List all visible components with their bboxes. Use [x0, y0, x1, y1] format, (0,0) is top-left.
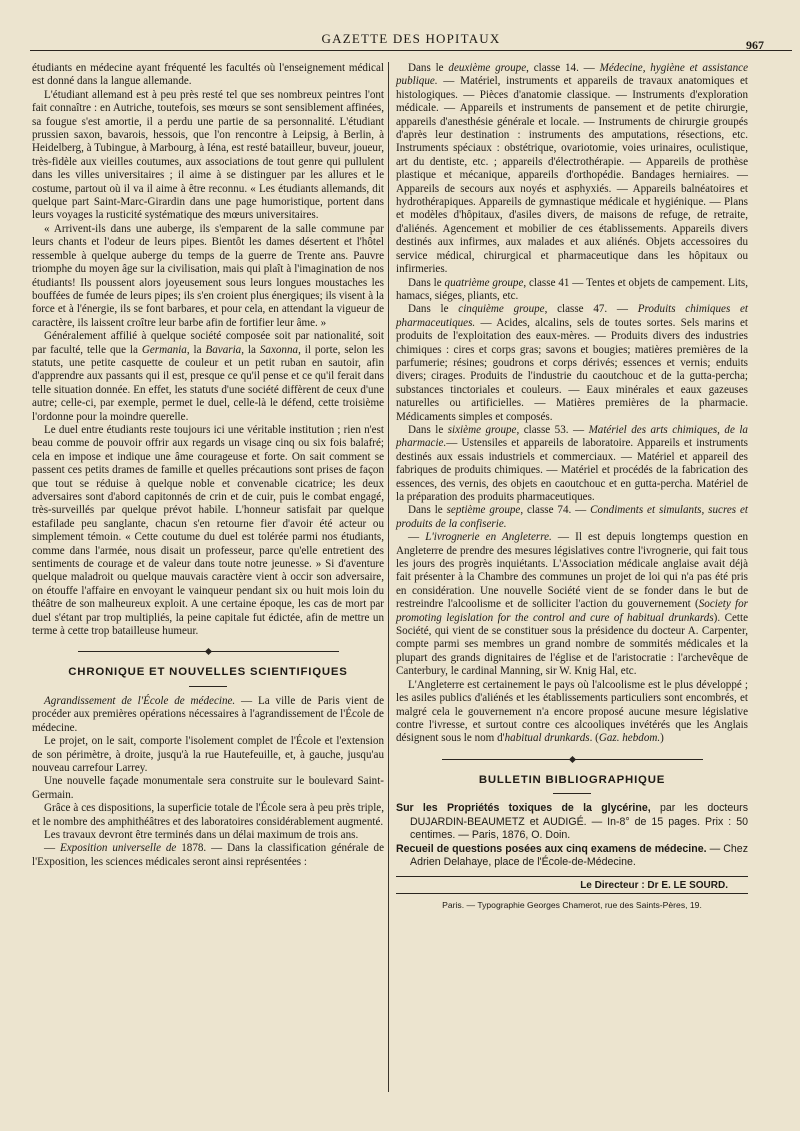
ornament-separator [32, 647, 384, 655]
text-run: Dans le [408, 276, 445, 289]
paragraph: L'étudiant allemand est à peu près resté tel que ses nombreux peintres l'ont fait connaître : en Autriche, toutefois, ses mœurs se sont sensiblement affinées, sa fougue s'est amortie, il a perdu une partie de sa personnalité. L'étudiant prussien saxon, bavarois, hessois, que l'on rencontre à Leipsig, à Berlin, à Heidelberg, à Tubingue, à Marbourg, à Iéna, est resté batailleur, buveur, joueur, très-fidèle aux vieilles coutumes, aux associations de tout genre qui pullulent dans les villes universitaires ; il aime à se distinguer par les allures et le costume, partout où il va il aime à être reconnu. « Les étudiants allemands, dit quelque part Saint-Marc-Girardin dans une page humoristique, portent dans leurs voyages la rusticité systématique des mœurs universitaires. [32, 88, 384, 222]
italic-run: L'ivrognerie en Angleterre. [425, 531, 552, 544]
text-run: 1878. — Dans la classification générale de l'Exposition, les sciences médicales seront ainsi représentées : [32, 842, 384, 868]
left-column [32, 62, 384, 869]
text-run: — La ville de Paris vient de procéder aux premières opérations nécessaires à l'agrandissement de l'École de médecine. [32, 694, 384, 734]
text-run: , la [241, 343, 260, 356]
italic-run: Germania [141, 343, 187, 356]
paragraph: Grâce à ces dispositions, la superficie totale de l'École sera à peu près triple, et le nombre des amphithéâtres et des laboratoires considérablement augmenté. [32, 802, 384, 828]
italic-run: habitual drunkards [504, 732, 590, 745]
text-run: , classe 41 — Tentes et objets de campement. Lits, hamacs, siéges, pliants, etc. [396, 276, 748, 302]
text-run: — Il est depuis longtemps question en Angleterre de prendre des mesures législatives contre l'ivrognerie, qui fait tous les jours des progrès inquiétants. L'Association médicale anglaise avait déjà fait présenter à la Chambre des communes un projet de loi qui n'a pas été pris en considération. Une nouvelle Société vient de se fonder dans le but de restreindre l'alcoolisme et de solliciter l'action du gouvernement ( [396, 531, 748, 611]
text-run: ). Cette Société, qui vient de se constituer sous la présidence du docteur A. Carpenter, compte parmi ses membres un grand nombre de sommités médicales et la plupart des grands dignitaires de l'église et de l'aristocratie : l'archevêque de Canterbury, le cardinal Manning, sir W. Knig Hal, etc. [396, 611, 749, 678]
entry-title: Sur les Propriétés toxiques de la glycérine, [396, 802, 651, 815]
italic-run: septième groupe [446, 504, 521, 517]
paragraph: Les travaux devront être terminés dans un délai maximum de trois ans. [44, 828, 359, 841]
text-run: L'Angleterre est certainement le pays où l'alcoolisme est le plus développé ; les asiles publics d'aliénés et les établissements particuliers sont encombrés, et malgré cela le gouvernement n'a encore proposé aucune mesure législative contre l'ivresse, et surtout contre ces alcooliques invétérés que les Anglais désignent sous le nom d' [396, 678, 748, 745]
text-run: , la [186, 343, 206, 356]
italic-run: Gaz. hebdom. [598, 732, 661, 745]
italic-run: Produits chimiques et pharmaceutiques. [396, 303, 748, 329]
rule-line [442, 759, 572, 760]
italic-run: Society for promoting legislation for the control and cure of habitual drunkards [396, 598, 748, 624]
paragraph: Une nouvelle façade monumentale sera construite sur le boulevard Saint-Germain. [32, 775, 384, 801]
bibliography-entry [396, 802, 748, 843]
printer-imprint: Paris. — Typographie Georges Chamerot, rue des Saints-Pères, 19. [442, 900, 702, 911]
text-run: . ( [589, 732, 599, 745]
paragraph [396, 277, 748, 304]
italic-run: Matériel des arts chimiques, de la pharmacie. [396, 423, 748, 450]
text-run: ) [660, 732, 664, 745]
paragraph [396, 62, 748, 277]
paragraph: étudiants en médecine ayant fréquenté les facultés où l'enseignement médical est donné dans la langue allemande. [32, 62, 384, 88]
text-run: , classe 14. — [526, 62, 600, 74]
paragraph [32, 695, 384, 735]
text-run: , classe 53. — [516, 423, 589, 436]
italic-run: Exposition universelle de [59, 842, 177, 855]
paragraph [396, 504, 748, 531]
page-header [30, 28, 792, 51]
italic-run: cinquième groupe [458, 303, 545, 316]
entry-title: Recueil de questions posées aux cinq examens de médecine. [396, 842, 707, 855]
italic-run: Bavaria [205, 343, 242, 356]
italic-run: Agrandissement de l'École de médecine. [44, 694, 236, 707]
paragraph: « Arrivent-ils dans une auberge, ils s'emparent de la salle commune par leurs chants et l'odeur de leurs pipes. Bientôt les dames désertent et l'hôtel ressemble à quelque auberge du temps de la guerre de Trente ans. Pauvre triomphe du moyen âge sur la civilisation, mais qui plaît à l'imagination de nos étudiants! Ils poussent alors joyeusement sous leurs longues moustaches les bouffées de fumée de leurs pipes; ils s'en croient plus énergiques; ils visent à la force et à l'énergie, ils se font barbares, et pour cela, en attendant la vigueur de caractère, ils laissent croître leur barbe afin de fortifier leur âme. » [32, 222, 384, 329]
paragraph: Le projet, on le sait, comporte l'isolement complet de l'École et l'extension de son périmètre, à droite, jusqu'à la rue Hautefeuille, et, à gauche, jusqu'au nouveau carrefour Larrey. [32, 735, 384, 774]
entry-details: — Chez Adrien Delahaye, place de l'École-de-Médecine. [410, 842, 748, 869]
text-run: Dans le [408, 62, 449, 74]
section-title-chronique: CHRONIQUE ET NOUVELLES SCIENTIFIQUES [68, 666, 348, 679]
rule-line [209, 651, 339, 652]
paragraph [396, 424, 748, 504]
paragraph [396, 531, 748, 678]
director-line: Le Directeur : Dr E. LE SOURD. [396, 876, 748, 894]
page-number: 967 [746, 38, 764, 52]
columns [30, 62, 792, 1092]
title-rule [189, 686, 227, 687]
paragraph [396, 303, 748, 424]
text-run: Dans le [408, 423, 448, 436]
text-run: Généralement affilié à quelque société composée soit par nationalité, soit par faculté, telle que la [32, 330, 384, 356]
text-run: , classe 47. — [544, 303, 638, 316]
text-run: , il porte, selon les statuts, une petite casquette de couleur et un petit ruban en sautoir, afin d'apprendre aux passants qui il est, presque ce qu'il pense et ce qu'il ferait dans telle situation donnée. En effet, les statuts d'une société diffèrent de ceux d'une autre; celle-ci, par exemple, permet le duel, celle-là le défend, cette troisième l'ordonne pour la moindre querelle. [32, 343, 384, 423]
right-column [396, 62, 748, 912]
paragraph [396, 679, 748, 746]
italic-run: Condiments et simulants, sucres et produits de la confiserie. [396, 504, 748, 530]
italic-run: quatrième groupe [444, 276, 524, 289]
text-run: — [408, 531, 426, 544]
italic-run: Médecine, hygiène et assistance publique. [396, 62, 748, 88]
entry-details: par les docteurs DUJARDIN-BEAUMETZ et AUDIGÉ. — In-8° de 15 pages. Prix : 50 centimes. — Paris, 1876, O. Doin. [410, 802, 748, 842]
text-run: — Acides, alcalins, sels de toutes sortes. Sels marins et produits de l'exploitation des eaux-mères. — Produits divers des industries chimiques : cires et corps gras; savons et bougies; matières premières de la parfumerie; résines; goudrons et corps dérivés; essences et vernis; enduits divers; cirages. Produits de l'industrie du caoutchouc et de la gutta-percha; substances tinctoriales et couleurs. — Eaux minérales et eaux gazeuses naturelles ou artificielles. — Matières premières de la pharmacie. Médicaments simples et composés. [396, 316, 748, 423]
text-run: — Ustensiles et appareils de laboratoire. Appareils et instruments destinés aux essais industriels et commerciaux. — Matériel et appareil des fabriques de produits chimiques. — Matériel et procédés de la fabrication des essences, des vernis, des objets en caoutchouc et en gutta-percha. Matériel de la préparation des produits pharmaceutiques. [396, 437, 748, 503]
paragraph: Le duel entre étudiants reste toujours ici une véritable institution ; rien n'est beau comme de pouvoir offrir aux regards un visage cinq ou six fois balafré; cela en impose et indique une âme courageuse et forte. On sait comment se passent ces petits drames de famille et quelles précautions sont prises de façon que tout se réduise à quelque noble et convenable cicatrice; les deux adversaires sont d'abord capitonnés de crin et de cuir, puis le combat engagé, très-surveillés par quelque prévot habile. L'honneur satisfait par quelque estafilade peu sanglante, chacun s'en retourne fier d'avoir été acteur ou simplement témoin. « Cette coutume du duel est tolérée parmi nos étudiants, comme dans l'armée, nous disait un professeur, parce qu'elle entretient des sentiments de courage et de valeur dans toute notre jeunesse. » Si d'aventure quelque maladroit ou quelque mauvais caractère vient à occir son adversaire, on étouffe l'affaire en envoyant le vainqueur pendant six ou huit mois loin du théâtre de son malheureux exploit. A une certaine époque, les cas de mort par duel s'étant par trop multipliés, la peine capitale fut édictée, afin de mettre un terme à cette trop batailleuse humeur. [32, 423, 384, 638]
bibliography-list [396, 802, 748, 870]
bibliography-entry [396, 843, 748, 870]
paragraph [32, 330, 384, 424]
italic-run: sixième groupe [447, 423, 517, 436]
italic-run: deuxième groupe [448, 62, 527, 74]
title-rule [553, 793, 591, 794]
italic-run: Saxonna [259, 343, 299, 356]
text-run: Dans le [408, 504, 447, 517]
paragraph: — Exposition universelle de 1878. — Dans la classification générale de l'Exposition, les sciences médicales seront ainsi représentées : [32, 842, 384, 868]
ornament-separator [396, 755, 748, 763]
rule-line [573, 759, 703, 760]
column-divider [388, 62, 389, 1092]
text-run: , classe 74. — [520, 504, 591, 517]
text-run: — Matériel, instruments et appareils de travaux anatomiques et histologiques. — Pièces d'anatomie classique. — Instruments d'exploration médicale. — Appareils et instruments de pansement et de petite chirurgie, appareils d'anesthésie générale et locale. — Instruments de chirurgie groupés d'après leur destination : instruments des amputations, résections, etc. Instruments spéciaux : obstétrique, ovariotomie, voies urinaires, oculistique, art du dentiste, etc. ; appareils d'électrothérapie. — Appareils de prothèse plastique et mécanique, appareils d'orthopédie. Bandages herniaires. — Appareils de secours aux noyés et asphyxiés. — Appareils balnéatoires et hydrothérapiques. Appareils de gymnastique médicale et hygiénique. — Plans et modèles d'hôpitaux, d'asiles divers, de maisons de refuge, de retraite, d'aliénés. Agencement et mobilier de ces établissements. Appareils divers destinés aux infirmes, aux malades et aux aliénés. Objets accessoires du service médical, chirurgical et pharmaceutique dans les hôpitaux ou infirmeries. [396, 75, 748, 276]
journal-title: GAZETTE DES HOPITAUX [321, 31, 501, 46]
text-run: Dans le [408, 303, 459, 316]
section-title-bibliographique: BULLETIN BIBLIOGRAPHIQUE [478, 773, 666, 786]
rule-line [78, 651, 208, 652]
